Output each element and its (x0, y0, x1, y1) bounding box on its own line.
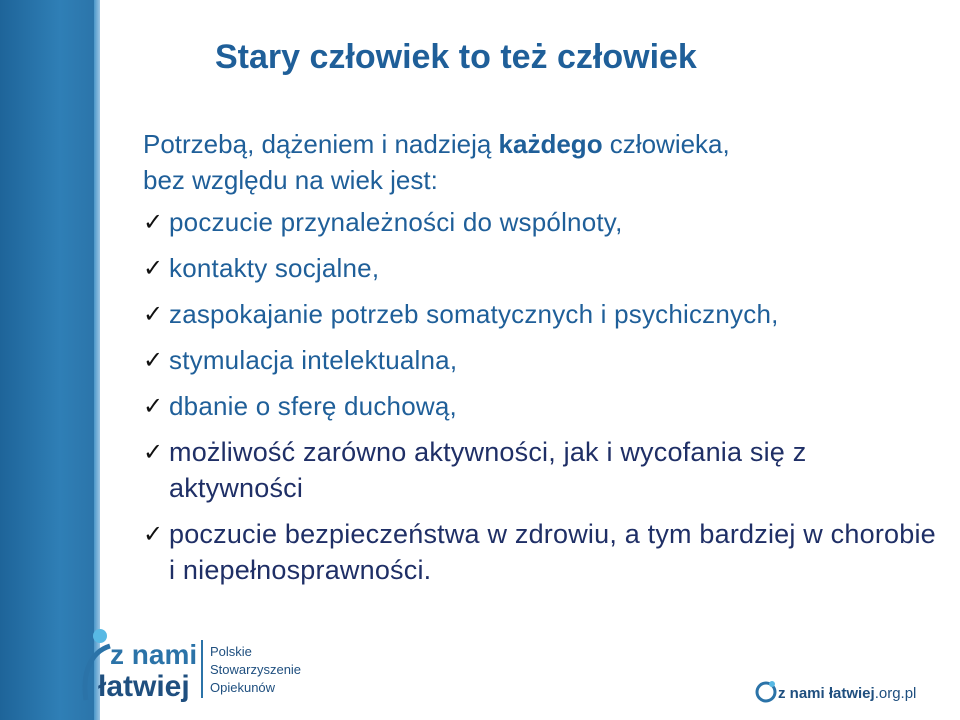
list-item: ✓ kontakty socjalne, (143, 250, 943, 286)
intro-text (143, 126, 943, 198)
organization-logo (80, 624, 350, 704)
strip-gradient (0, 0, 100, 720)
check-icon: ✓ (143, 300, 164, 328)
url-bold: z nami łatwiej (778, 685, 875, 702)
org-line1: Polskie (210, 644, 252, 659)
intro-line1-bold: każdego (498, 129, 603, 159)
check-icon: ✓ (143, 392, 164, 420)
svg-text:z nami łatwiej.org.pl (778, 685, 916, 702)
check-icon: ✓ (143, 208, 164, 236)
slide-content (143, 126, 943, 598)
list-item: ✓ możliwość zarówno aktywności, jak i wycofania się z aktywności (143, 434, 943, 506)
website-url (754, 672, 944, 712)
check-icon: ✓ (143, 254, 164, 282)
checklist (143, 204, 943, 588)
logo-line2: łatwiej (98, 670, 190, 703)
check-icon: ✓ (143, 520, 164, 548)
left-decorative-strip (0, 0, 100, 720)
list-item: ✓ poczucie bezpieczeństwa w zdrowiu, a tym bardziej w chorobie i niepełnosprawności. (143, 516, 943, 588)
url-rest: .org.pl (874, 685, 917, 702)
slide-title: Stary człowiek to też człowiek (215, 38, 697, 76)
org-line2: Stowarzyszenie (210, 662, 302, 677)
list-item: ✓ dbanie o sferę duchową, (143, 388, 943, 424)
intro-line1-b: człowieka, (602, 129, 730, 159)
check-icon: ✓ (143, 438, 164, 466)
intro-line1-a: Potrzebą, dążeniem i nadzieją (143, 129, 499, 159)
list-item: ✓ poczucie przynależności do wspólnoty, (143, 204, 943, 240)
list-item: ✓ zaspokajanie potrzeb somatycznych i psychicznych, (143, 296, 943, 332)
org-line3: Opiekunów (210, 680, 276, 695)
logo-line1: z nami (110, 639, 198, 670)
intro-line2: bez względu na wiek jest: (143, 165, 438, 195)
list-item: ✓ stymulacja intelektualna, (143, 342, 943, 378)
check-icon: ✓ (143, 346, 164, 374)
strip-edge (94, 0, 100, 720)
